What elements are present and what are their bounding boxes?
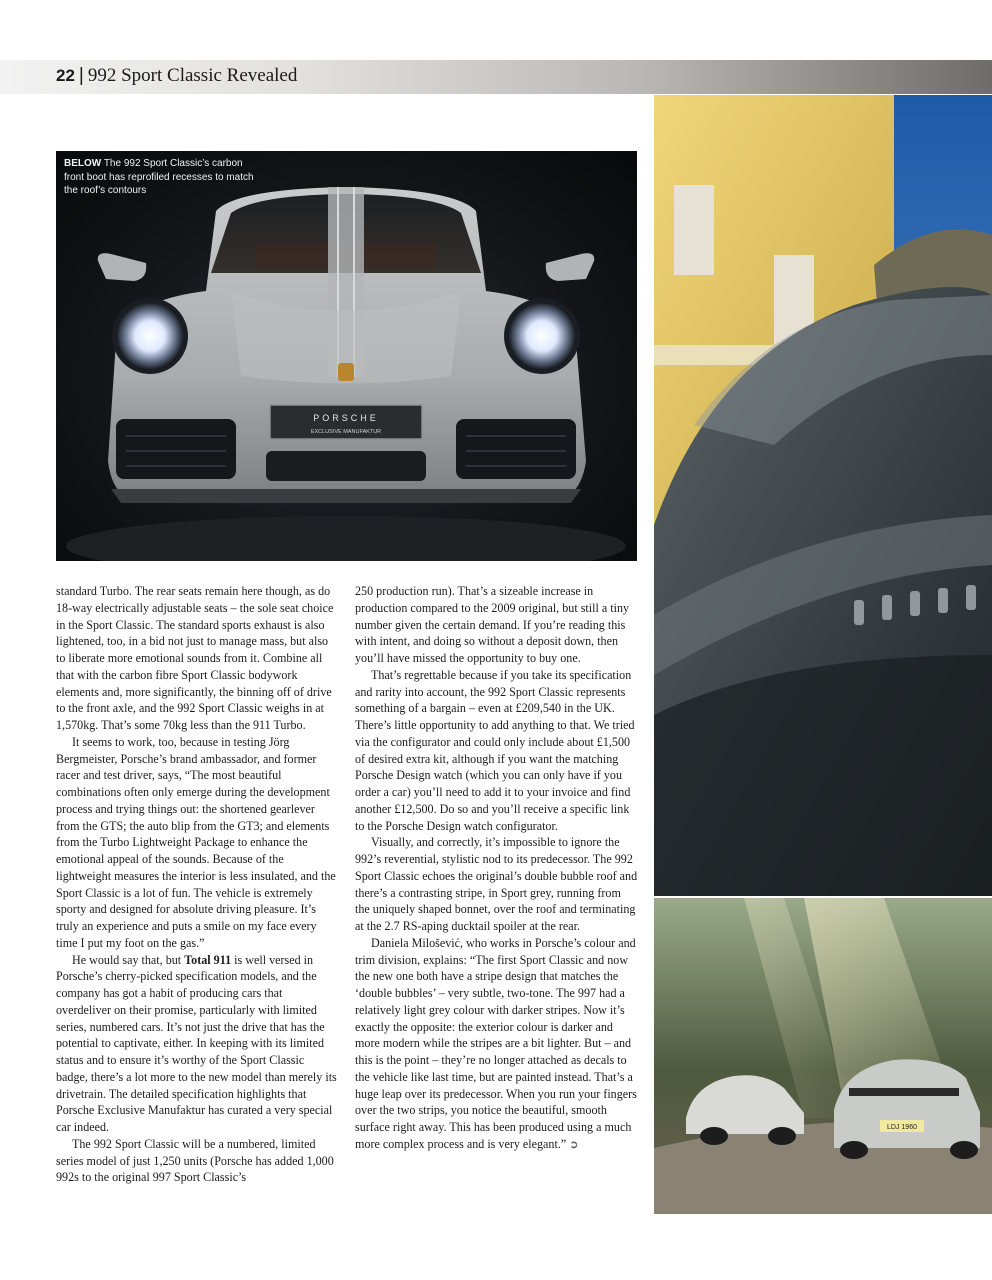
paragraph: Visually, and correctly, it’s impossible to ignore the 992’s reverential, stylistic nod to its predecessor. The 992 Sport Classic echoes the original’s double bubble roof and there’s a contrasting stripe, in Sport grey, running from the uniquely shaped bonnet, over the roof and terminating at the 2.7 RS-aping ducktail spoiler at the rear. (355, 835, 638, 933)
photo-car-closeup (654, 95, 992, 896)
paragraph (56, 952, 339, 1136)
paragraph: That’s regrettable because if you take its specification and rarity into account, the 992 Sport Classic represents something of a bargain – even at £209,540 in the UK. There’s little opportunity to add anything to that. We tried via the configurator and could only include about £1,500 of desired extra kit, although if you want the matching Porsche Design watch (which you can only have if you order a car) you’ll need to add it to your invoice and find another £12,500. Do so and you’ll receive a specific link to the Porsche Design watch configurator. (355, 667, 635, 833)
paragraph-text: is well versed in Porsche’s cherry-picked specification models, and the company has got a habit of producing cars that overdeliver on their promise, particularly with limited series, numbered cars. It’s not just the drive that has the potential to captivate, either. In keeping with its limited status and to ensure it’s worthy of the Sport Classic badge, there’s a lot more to the new model than merely its drivetrain. The detailed specification highlights that Porsche Exclusive Manufaktur has curated a very special car indeed. (56, 952, 337, 1134)
car-plate: LDJ 1960 (887, 1124, 917, 1131)
caption-text: The 992 Sport Classic’s carbon front boot has reprofiled recesses to match the roof’s contours (64, 158, 254, 196)
running-header (56, 64, 297, 88)
magazine-name: Total 911 (184, 952, 232, 967)
car-front-illustration (56, 151, 637, 561)
plate-subtitle: EXCLUSIVE MANUFAKTUR (310, 429, 382, 435)
paragraph: It seems to work, too, because in testing Jörg Bergmeister, Porsche’s brand ambassador, and former racer and test driver, says, “The most beautiful combinations often only emerge during the development process and trying things out: the shortened gearlever from the GTS; the auto blip from the GT3; and elements from the Turbo Lightweight Package to enhance the emotional appeal of the sounds. Because of the lightweight measures the interior is less insulated, and the Sport Classic is a lot of fun. The vehicle is extremely sporty and designed for absolute driving pleasure. It’s truly an experience and puts a smile on my face every time I put my foot on the gas.” (56, 734, 336, 950)
page-number: 22 (56, 66, 75, 85)
text-column-2 (355, 583, 638, 1154)
photo-caption (64, 157, 264, 198)
photo-front-carbon-boot (56, 151, 637, 561)
paragraph: The 992 Sport Classic will be a numbered, limited series model of just 1,250 units (Porsche has added 1,000 992s to the original 997 Sport Classic’s (56, 1136, 334, 1185)
photo-two-cars-road (654, 898, 992, 1214)
car-closeup-illustration (654, 95, 992, 896)
two-cars-illustration (654, 898, 992, 1214)
text-column-1 (56, 583, 339, 1186)
paragraph: 250 production run). That’s a sizeable increase in production compared to the 2009 original, but still a tiny number given the certain demand. If you’re reading this with intent, and doing so without a deposit down, then you’ll have missed the opportunity to buy one. (355, 584, 630, 665)
continue-arrow-icon: ➲ (569, 1137, 579, 1151)
paragraph-text: Daniela Milošević, who works in Porsche’s colour and trim division, explains: “The first Sport Classic and now the new one both have a stripe design that matches the ‘double bubbles’ – very subtle, two-tone. The 997 had a relatively light grey colour with darker stripes. Now it’s exactly the opposite: the exterior colour is darker and more modern while the stripes are a bit lighter. But – and this is the point – they’re no longer attached as decals to the vehicle like last time, but are painted instead. That’s a huge leap over its predecessor. When you run your fingers over the two strips, you notice the beautiful, smooth surface right away. This has been produced using a much more complex process and is very elegant.” (355, 935, 637, 1151)
plate-brand: PORSCHE (313, 413, 379, 423)
caption-label: BELOW (64, 158, 102, 169)
paragraph-text: He would say that, but (72, 952, 185, 967)
header-separator: | (78, 65, 84, 86)
paragraph: standard Turbo. The rear seats remain here though, as do 18-way electrically adjustable seats – the sole seat choice in the Sport Classic. The standard sports exhaust is also lightened, too, in a bid not just to manage mass, but also to liberate more emotional sounds from it. Combine all that with the carbon fibre Sport Classic bodywork elements and, more significantly, the binning off of drive to the front axle, and the 992 Sport Classic weighs in at 1,570kg. That’s some 70kg less than the 911 Turbo. (56, 584, 334, 732)
paragraph (355, 935, 638, 1154)
section-title: 992 Sport Classic Revealed (87, 65, 298, 86)
